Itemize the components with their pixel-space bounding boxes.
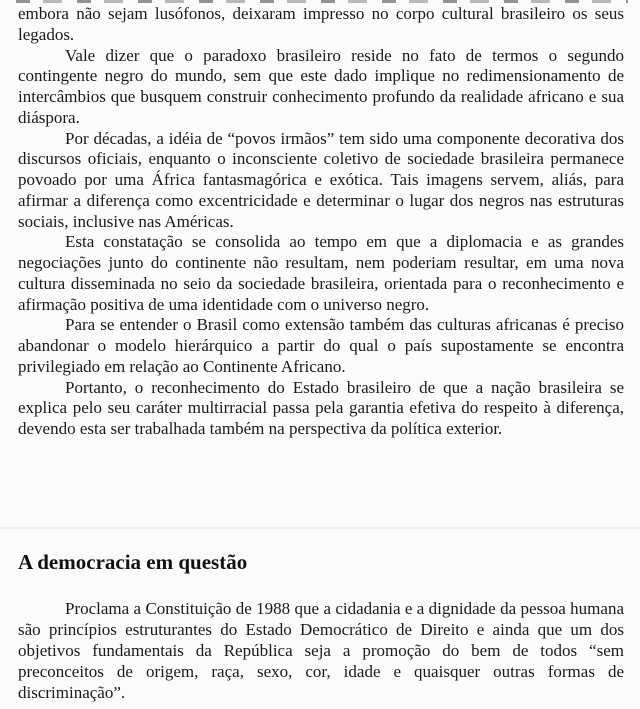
paragraph: Esta constatação se consolida ao tempo em que a diplomacia e as grandes negociações junto do continente não resultam, nem poderiam resultar, em uma nova cultura disseminada no seio da sociedade brasileira, orientada para o reconhecimento e afirmação positiva de uma identidade com o universo negro. [18,232,624,314]
paragraph: Proclama a Constituição de 1988 que a cidadania e a dignidade da pessoa humana são princípios estruturantes do Estado Democrático de Direito e ainda que um dos objetivos fundamentais da República seja a promoção do bem de todos “sem preconceitos de origem, raça, sexo, cor, idade e quaisquer outras formas de discriminação”. [18,599,624,703]
paragraph: embora não sejam lusófonos, deixaram impresso no corpo cultural brasileiro os seus legados. [18,4,624,44]
section-heading: A democracia em questão [18,550,248,574]
paragraph: Para se entender o Brasil como extensão também das culturas africanas é preciso abandonar o modelo hierárquico a partir do qual o país supostamente se encontra privilegiado em relação ao Continente Africano. [18,315,624,376]
section-body [18,598,624,703]
paragraph: Vale dizer que o paradoxo brasileiro reside no fato de termos o segundo contingente negro do mundo, sem que este dado implique no redimensionamento de intercâmbios que busquem construir conhecimento profundo da realidade africano e sua diáspora. [18,45,624,127]
scan-streak [0,527,640,529]
paragraph: Por décadas, a idéia de “povos irmãos” tem sido uma componente decorativa dos discursos oficiais, enquanto o inconsciente coletivo de sociedade brasileira permanece povoado por uma África fantasmagórica e exótica. Tais imagens servem, aliás, para afirmar a diferença como excentricidade e determinar o lugar dos negros nas estruturas sociais, inclusive nas Américas. [18,128,624,231]
scan-artifact-top [16,0,628,3]
body-text [18,4,624,440]
paragraph: Portanto, o reconhecimento do Estado brasileiro de que a nação brasileira se explica pelo seu caráter multirracial passa pela garantia efetiva do respeito à diferença, devendo esta ser trabalhada também na perspectiva da política exterior. [18,377,624,438]
